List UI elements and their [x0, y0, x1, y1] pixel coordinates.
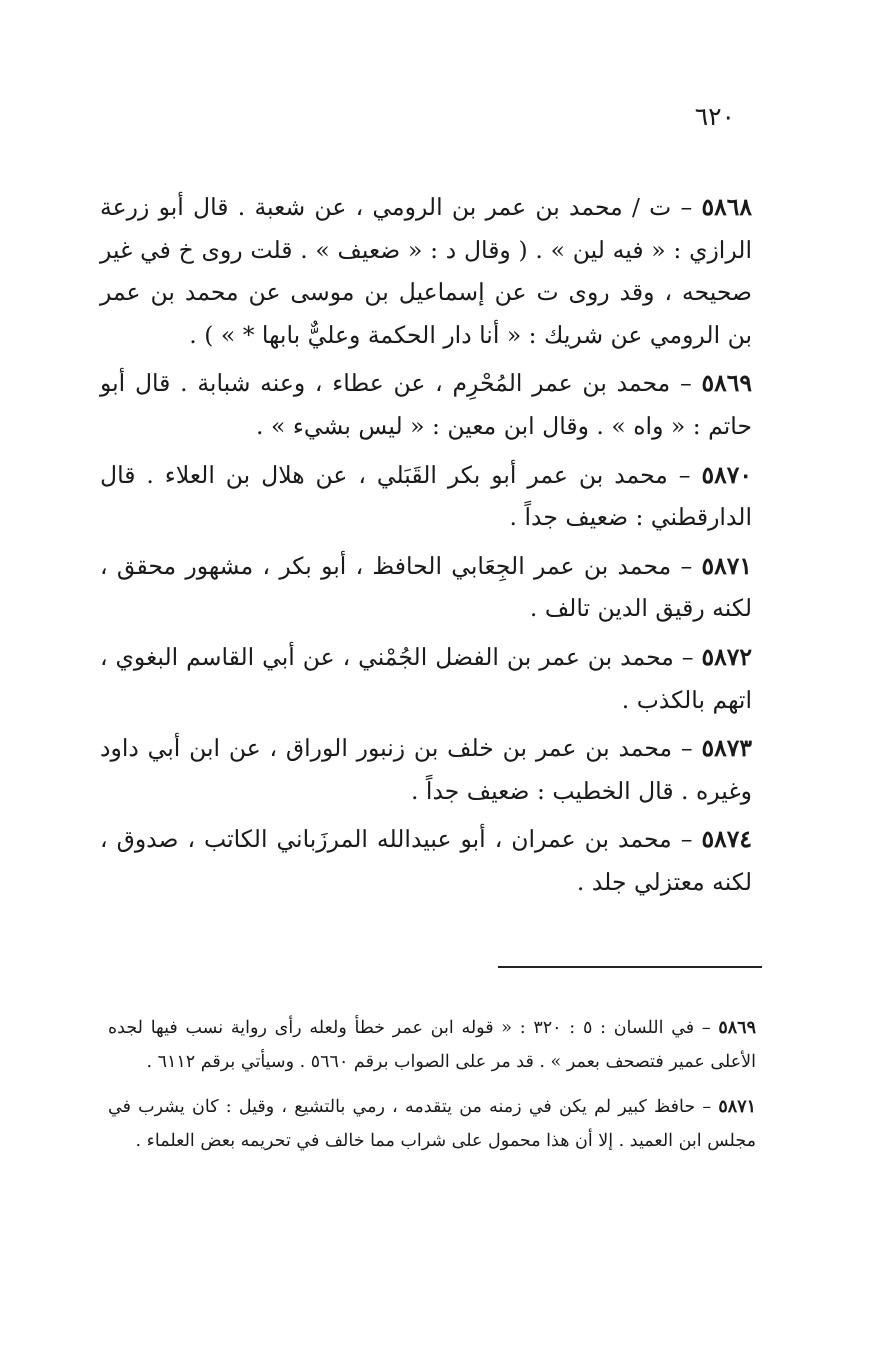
entry	[100, 362, 752, 447]
footnote	[108, 1091, 756, 1158]
entry-number: ٥٨٧٠	[701, 460, 752, 489]
entry-text: – محمد بن عمر بن خلف بن زنبور الوراق ، عن ابن أبي داود وغيره . قال الخطيب : ضعيف جداً .	[100, 734, 752, 805]
entry-number: ٥٨٧٢	[701, 642, 752, 671]
entry-number: ٥٨٦٩	[701, 369, 752, 398]
entry-number: ٥٨٧١	[701, 551, 752, 580]
biography-entries	[100, 186, 752, 910]
entry-number: ٥٨٦٨	[701, 193, 752, 221]
page-number: ٦٢٠	[694, 102, 735, 131]
footnote	[108, 1012, 756, 1079]
entry	[100, 186, 752, 356]
entry	[100, 818, 752, 903]
footnote-text: – حافظ كبير لم يكن في زمنه من يتقدمه ، رمي بالتشيع ، وقيل : كان يشرب في مجلس ابن العميد . إلا أن هذا محمول على شراب مما خالف في تحريمه بعض العلماء .	[108, 1097, 756, 1151]
entry	[100, 727, 752, 812]
entry-number: ٥٨٧٤	[701, 825, 752, 854]
footnotes	[108, 1012, 756, 1170]
footnote-number: ٥٨٧١	[718, 1097, 756, 1117]
entry-text: – ت / محمد بن عمر بن الرومي ، عن شعبة . قال أبو زرعة الرازي : « فيه لين » . ( وقال د : « ضعيف » . قلت روى خ في غير صحيحه ، وقد روى ت عن إسماعيل بن موسى عن محمد بن عمر بن الرومي عن شريك : « أنا دار الحكمة وعليٌّ بابها * » ) .	[100, 193, 752, 349]
entry-text: – محمد بن عمر أبو بكر القَبَلي ، عن هلال بن العلاء . قال الدارقطني : ضعيف جداً .	[100, 460, 752, 532]
entry-number: ٥٨٧٣	[701, 734, 752, 763]
entry	[100, 636, 752, 721]
footnote-number: ٥٨٦٩	[718, 1018, 756, 1038]
entry-text: – محمد بن عمر الجِعَابي الحافظ ، أبو بكر ، مشهور محقق ، لكنه رقيق الدين تالف .	[100, 551, 752, 623]
footnote-separator	[498, 966, 762, 968]
entry-text: – محمد بن عمر المُحْرِم ، عن عطاء ، وعنه شبابة . قال أبو حاتم : « واه » . وقال ابن معين : « ليس بشيء » .	[100, 369, 752, 440]
footnote-text: – في اللسان : ٥ : ٣٢٠ : « قوله ابن عمر خطأ ولعله رأى رواية نسب فيها لجده الأعلى عمير فتصحف بعمر » . قد مر على الصواب برقم ٥٦٦٠ . وسيأتي برقم ٦١١٢ .	[108, 1018, 756, 1072]
entry	[100, 545, 752, 630]
entry	[100, 454, 752, 539]
entry-text: – محمد بن عمر بن الفضل الجُمْني ، عن أبي القاسم البغوي ، اتهم بالكذب .	[100, 642, 752, 714]
entry-text: – محمد بن عمران ، أبو عبيدالله المرزَباني الكاتب ، صدوق ، لكنه معتزلي جلد .	[100, 825, 752, 896]
